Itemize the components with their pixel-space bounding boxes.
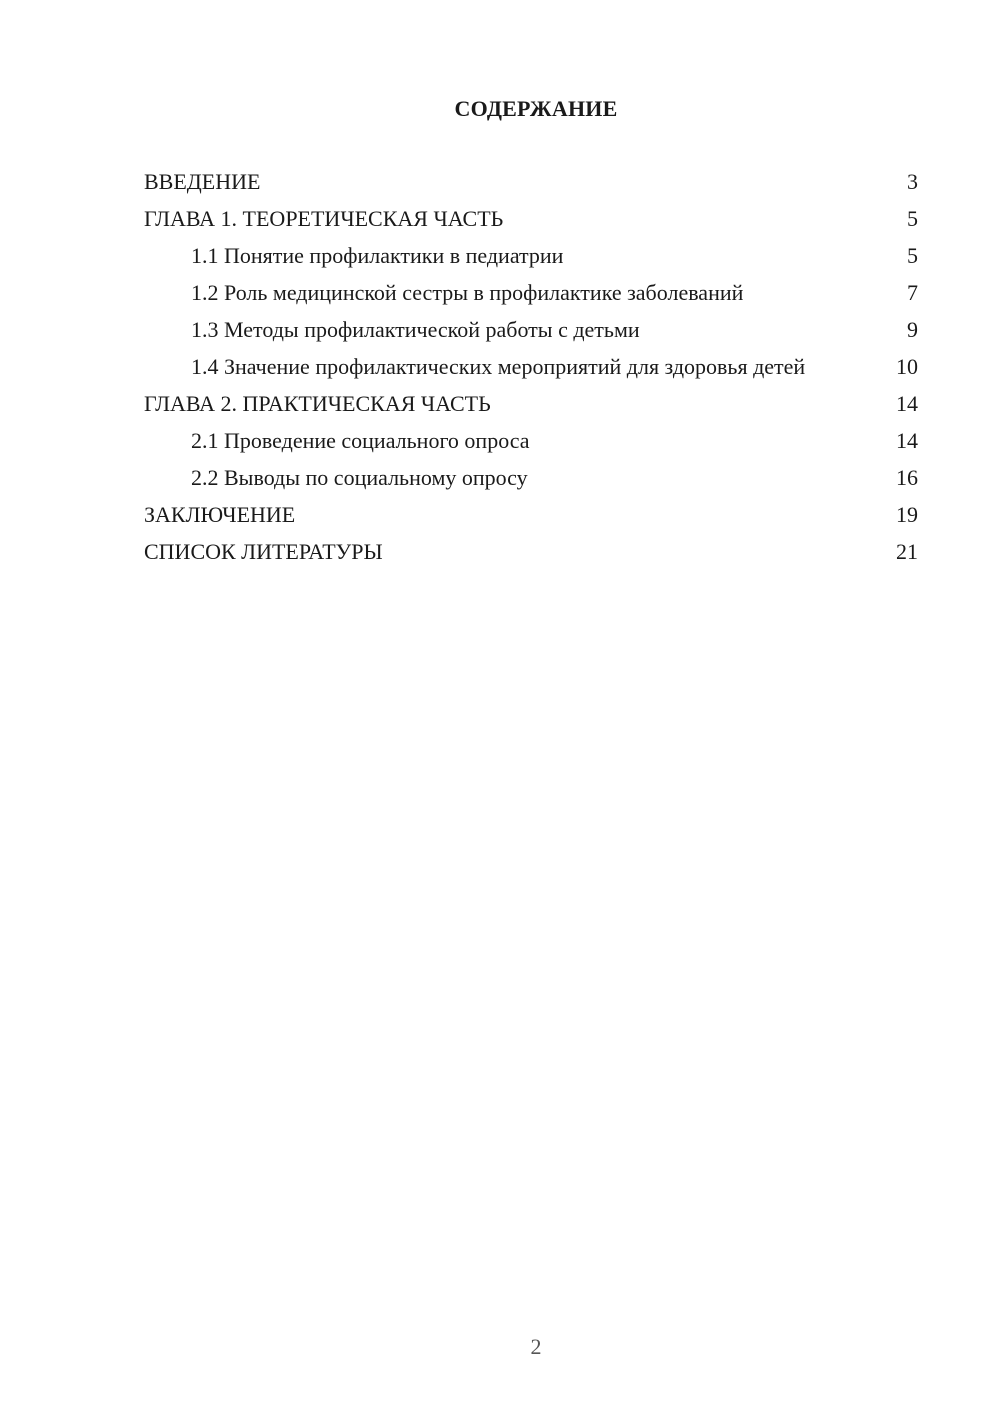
toc-entry-page: 10 [896,354,918,379]
toc-entry-page: 19 [896,502,918,527]
toc-entry-section-1-4[interactable] [144,353,918,380]
toc-entry-page: 5 [907,206,918,231]
toc-entry-title: 1.4 Значение профилактических мероприятий для здоровья детей [191,354,806,379]
toc-entry-references[interactable] [144,538,918,565]
toc-entry-title: СПИСОК ЛИТЕРАТУРЫ [144,539,383,564]
page-title: СОДЕРЖАНИЕ [454,96,618,121]
toc-entry-title: ВВЕДЕНИЕ [144,169,261,194]
toc-entry-page: 14 [896,391,918,416]
toc-entry-page: 21 [896,539,918,564]
toc-entry-title: ГЛАВА 2. ПРАКТИЧЕСКАЯ ЧАСТЬ [144,391,491,416]
toc-entry-title: 1.1 Понятие профилактики в педиатрии [191,243,564,268]
toc-entry-title: 1.2 Роль медицинской сестры в профилактике заболеваний [191,280,744,305]
toc-entry-page: 14 [896,428,918,453]
toc-entry-page: 5 [907,243,918,268]
toc-entry-title: 1.3 Методы профилактической работы с детьми [191,317,640,342]
toc-entry-title: ГЛАВА 1. ТЕОРЕТИЧЕСКАЯ ЧАСТЬ [144,206,504,231]
page-number: 2 [530,1334,542,1359]
toc-entry-section-2-2[interactable] [144,464,918,491]
toc-entry-chapter-1[interactable] [144,205,918,232]
toc-entry-chapter-2[interactable] [144,390,918,417]
toc-entry-title: 2.1 Проведение социального опроса [191,428,530,453]
toc-entry-section-1-3[interactable] [144,316,918,343]
toc-entry-section-1-1[interactable] [144,242,918,269]
toc-entry-page: 7 [907,280,918,305]
toc-entry-title: ЗАКЛЮЧЕНИЕ [144,502,296,527]
toc-entry-page: 16 [896,465,918,490]
toc-entry-title: 2.2 Выводы по социальному опросу [191,465,528,490]
toc-entry-conclusion[interactable] [144,501,918,528]
table-of-contents [144,168,918,575]
toc-entry-section-1-2[interactable] [144,279,918,306]
toc-entry-page: 9 [907,317,918,342]
toc-entry-introduction[interactable] [144,168,918,195]
toc-entry-section-2-1[interactable] [144,427,918,454]
toc-entry-page: 3 [907,169,918,194]
